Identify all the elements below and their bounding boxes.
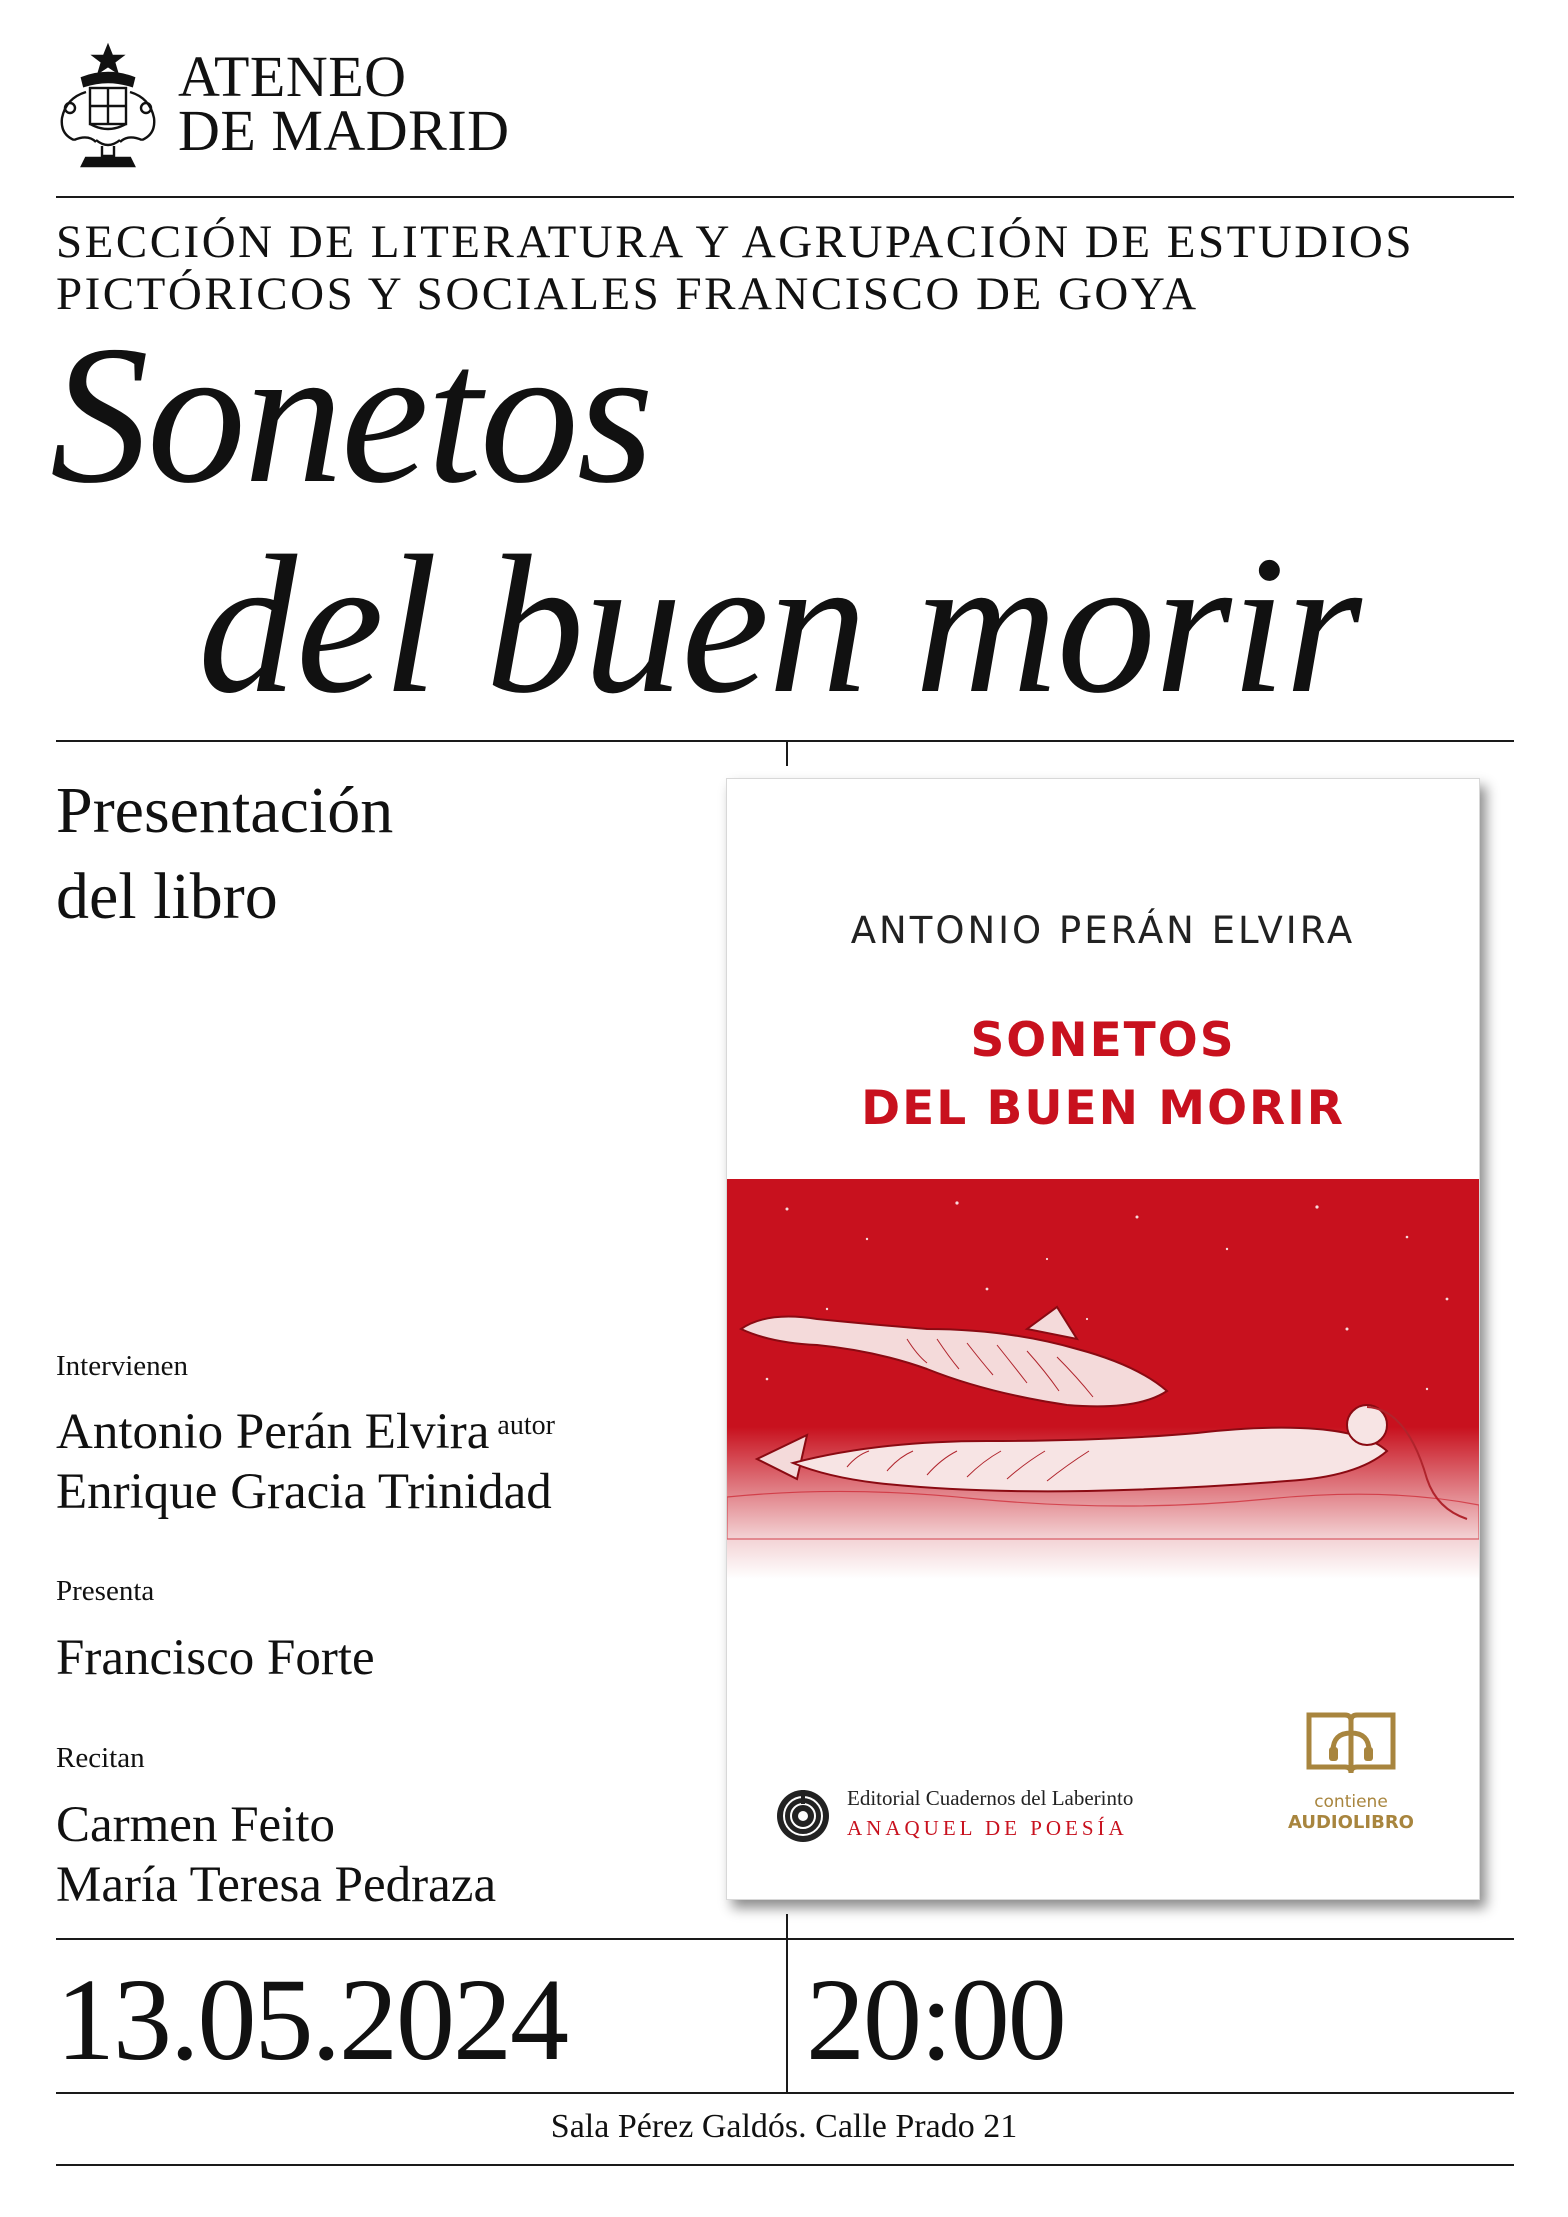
section-heading-line1: SECCIÓN DE LITERATURA Y AGRUPACIÓN DE ESTUDIOS bbox=[56, 216, 1414, 268]
speaker-2: Enrique Gracia Trinidad bbox=[56, 1464, 552, 1520]
event-venue: Sala Pérez Galdós. Calle Prado 21 bbox=[550, 2108, 1018, 2145]
book-title-line2: DEL BUEN MORIR bbox=[861, 1081, 1345, 1136]
book-title-line1: SONETOS bbox=[970, 1013, 1236, 1068]
divider-date-top bbox=[56, 1938, 1514, 1940]
divider-middle bbox=[56, 740, 1514, 742]
event-type-line1: Presentación bbox=[56, 774, 394, 847]
book-title bbox=[727, 1007, 1479, 1143]
publisher-name: Editorial Cuadernos del Laberinto bbox=[847, 1786, 1134, 1810]
book-author: ANTONIO PERÁN ELVIRA bbox=[850, 909, 1356, 952]
speakers-label: Intervienen bbox=[56, 1350, 189, 1382]
organization-name bbox=[178, 44, 510, 163]
presenter-label: Presenta bbox=[56, 1575, 155, 1607]
event-time: 20:00 bbox=[806, 1954, 1065, 2085]
collection-name: ANAQUEL DE POESÍA bbox=[847, 1816, 1128, 1840]
event-type-line2: del libro bbox=[56, 860, 278, 933]
reciter-2: María Teresa Pedraza bbox=[56, 1857, 497, 1913]
divider-date-bottom bbox=[56, 2092, 1514, 2094]
publisher-labyrinth-icon bbox=[775, 1788, 831, 1844]
speaker-1-name: Antonio Perán Elvira bbox=[56, 1404, 490, 1460]
audiobook-badge bbox=[1281, 1707, 1421, 1857]
presenter-name: Francisco Forte bbox=[56, 1630, 375, 1686]
event-type bbox=[56, 768, 393, 940]
organization-name-line2: DE MADRID bbox=[178, 98, 510, 163]
mermaid-and-fish-illustration bbox=[727, 1179, 1479, 1579]
audiobook-contains-text: contiene bbox=[1314, 1792, 1388, 1812]
divider-date-vertical bbox=[786, 1940, 788, 2092]
section-heading-line2: PICTÓRICOS Y SOCIALES FRANCISCO DE GOYA bbox=[56, 268, 1199, 320]
divider-middle-tick bbox=[786, 742, 788, 766]
organization-name-line1: ATENEO bbox=[178, 44, 407, 109]
speaker-1 bbox=[56, 1402, 555, 1462]
event-title-line2: del buen morir bbox=[198, 515, 1361, 734]
event-date: 13.05.2024 bbox=[56, 1954, 567, 2085]
reciters-label: Recitan bbox=[56, 1742, 145, 1774]
event-title-line1: Sonetos bbox=[50, 305, 652, 524]
audiobook-icon bbox=[1303, 1707, 1399, 1779]
publisher-block bbox=[775, 1784, 1155, 1854]
book-cover bbox=[726, 778, 1480, 1900]
divider-bottom bbox=[56, 2164, 1514, 2166]
divider-top bbox=[56, 196, 1514, 198]
divider-date-tick bbox=[786, 1914, 788, 1938]
reciter-1: Carmen Feito bbox=[56, 1797, 336, 1853]
ateneo-crest-logo bbox=[52, 42, 164, 172]
audiobook-label: AUDIOLIBRO bbox=[1288, 1812, 1414, 1833]
speaker-1-role: autor bbox=[497, 1410, 555, 1441]
